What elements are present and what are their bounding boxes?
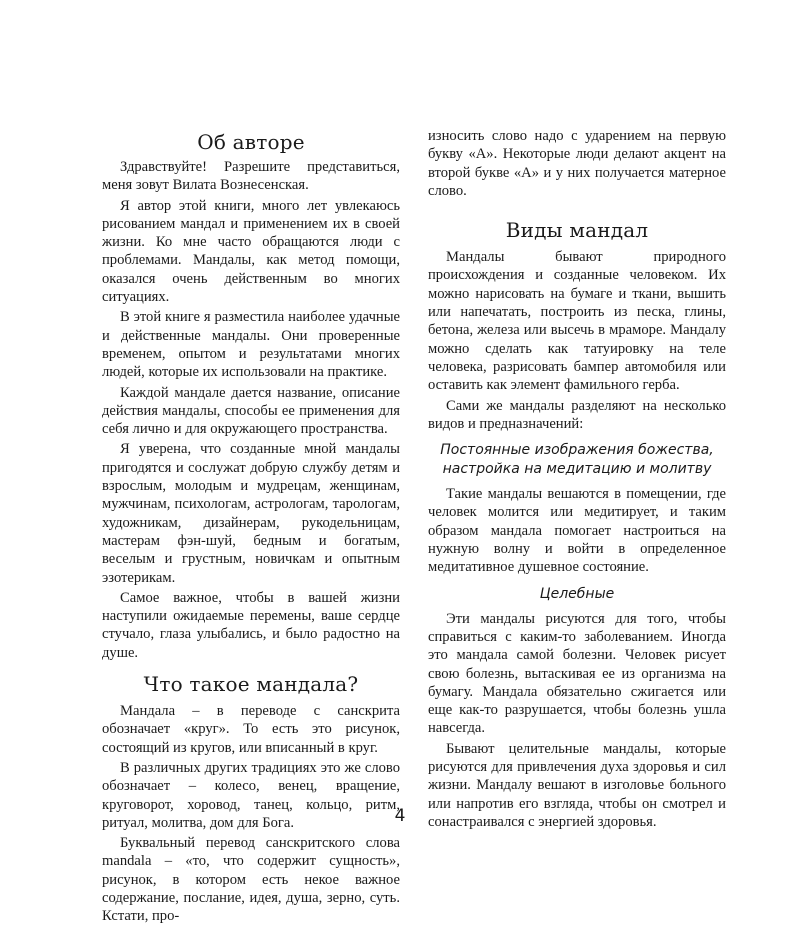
subheading-healing: Целебные — [539, 585, 615, 602]
paragraph: Эти мандалы рисуются для того, чтобы справиться с каким-то заболеванием. Иногда это мандала самой болезни. Человек рисует свою болезнь, вытаскивая ее из организма на бумагу. Мандала обязательно сжигается или еще как-то разрушается, чтобы болезнь ушла навсегда. — [428, 610, 726, 737]
what-is-mandala-heading: Что такое мандала? — [143, 672, 359, 697]
paragraph: Мандала – в переводе с санскрита обозначает «круг». То есть это рисунок, состоящий из кругов, или вписанный в круг. — [102, 703, 400, 756]
page-number: 4 — [394, 806, 406, 826]
paragraph: Такие мандалы вешаются в помещении, где человек молится или медитирует, и таким образом мандала помогает настроиться на нужную волну и войти в определенное медитативное душевное состояние. — [428, 486, 726, 576]
right-column — [428, 127, 726, 833]
paragraph: Буквальный перевод санскритского слова mandala – «то, что содержит сущность», рисунок, в котором есть некое важное содержание, послание, идея, душа, зерно, суть. Кстати, про- — [102, 835, 400, 925]
paragraph: Бывают целительные мандалы, которые рисуются для привлечения духа здоровья и сил жизни. Мандалу вешают в изголовье больного или напротив его взгляда, чтобы он смотрел и сонастраивался с энергией здоровья. — [428, 740, 726, 830]
mandala-types-heading: Виды мандал — [505, 218, 649, 243]
paragraph: В этой книге я разместила наиболее удачные и действенные мандалы. Они проверенные временем, опытом и результатами многих людей, которые их использовали на практике. — [102, 309, 400, 381]
continuation-paragraph: износить слово надо с ударением на первую букву «А». Некоторые люди делают акцент на второй букве «А» и у них получается матерное слово. — [428, 128, 726, 199]
paragraph: Здравствуйте! Разрешите представиться, меня зовут Вилата Вознесенская. — [102, 159, 400, 194]
paragraph: Самое важное, чтобы в вашей жизни наступили ожидаемые перемены, ваше сердце стучало, глаза улыбались, и было радостно на душе. — [102, 589, 400, 661]
about-author-heading: Об авторе — [197, 130, 305, 154]
subheading-meditation: Постоянные изображения божества, настройка на медитацию и молитву — [440, 442, 714, 478]
paragraph: Я автор этой книги, много лет увлекаюсь рисованием мандал и применением их в своей жизни. Ко мне часто обращаются люди с проблемами. Мандалы, как метод помощи, оказался очень действенным во многих ситуациях. — [102, 197, 400, 306]
paragraph: Я уверена, что созданные мной мандалы пригодятся и сослужат добрую службу детям и взрослым, молодым и мудрецам, женщинам, мужчинам, психологам, астрологам, тарологам, художникам, дизайнерам, рукодельницам, мастерам фэн-шуй, бедным и богатым, веселым и грустным, новичкам и опытным эзотерикам. — [102, 441, 400, 586]
paragraph: Каждой мандале дается название, описание действия мандалы, способы ее применения для себя лично и для окружающего пространства. — [102, 384, 400, 438]
paragraph: Сами же мандалы разделяют на несколько видов и предназначений: — [428, 397, 726, 432]
paragraph: В различных других традициях это же слово обозначает – колесо, венец, вращение, круговорот, хоровод, танец, кольцо, ритм, ритуал, молитва, дом для Бога. — [102, 759, 400, 831]
paragraph: Мандалы бывают природного происхождения и созданные человеком. Их можно нарисовать на бумаге и ткани, вышить или напечатать, построить из песка, глины, бетона, железа или высечь в мраморе. Мандалу можно сделать как татуировку на теле человека, разрисовать бампер автомобиля или оставить как элемент фамильного герба. — [428, 249, 726, 394]
